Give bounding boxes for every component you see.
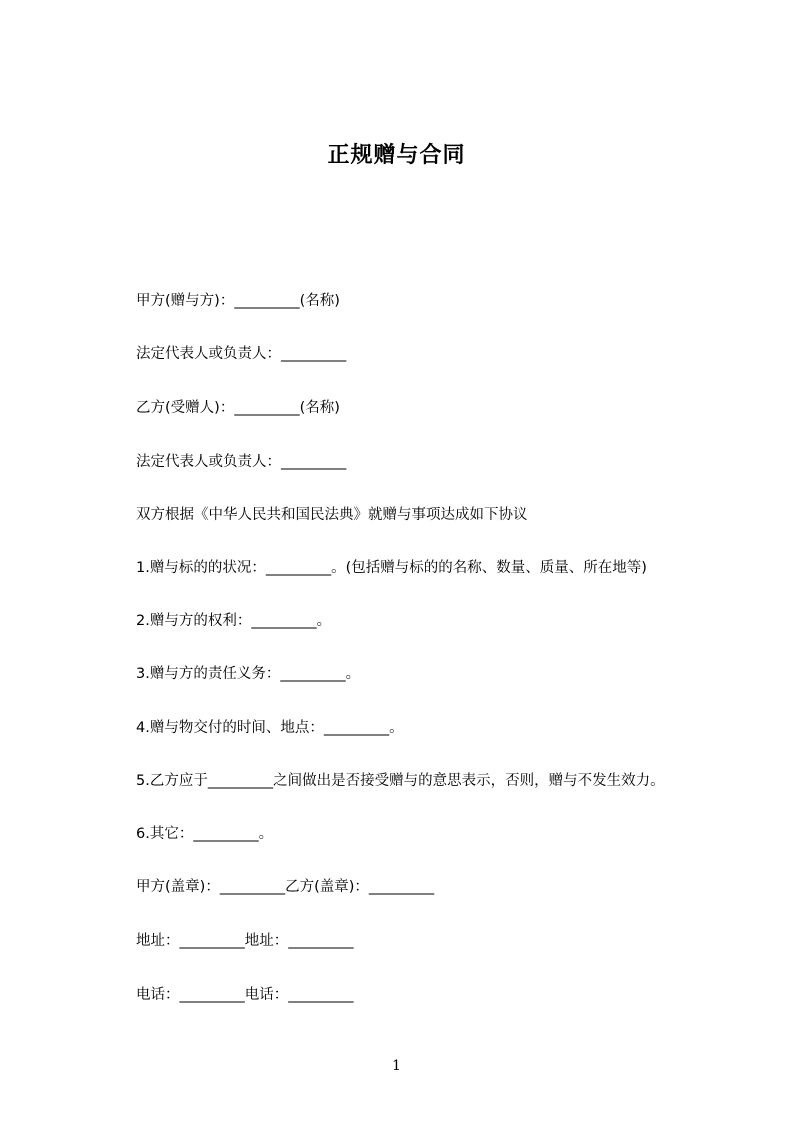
party-b-representative-line: 法定代表人或负责人：_________ (136, 454, 347, 470)
clause-2-line: 2.赠与方的权利：_________。 (136, 613, 332, 629)
agreement-intro-line: 双方根据《中华人民共和国民法典》就赠与事项达成如下协议 (136, 507, 528, 523)
clause-6-line: 6.其它：_________。 (136, 826, 274, 842)
party-a-representative-line: 法定代表人或负责人：_________ (136, 346, 347, 362)
page-number: 1 (392, 1058, 401, 1074)
signature-seal-line: 甲方(盖章)：_________乙方(盖章)：_________ (136, 879, 435, 895)
address-line: 地址：_________地址：_________ (136, 933, 354, 949)
document-title: 正规赠与合同 (327, 143, 466, 168)
party-b-line: 乙方(受赠人)：_________(名称) (136, 400, 340, 416)
party-a-line: 甲方(赠与方)：_________(名称) (136, 293, 340, 309)
clause-5-line: 5.乙方应于_________之间做出是否接受赠与的意思表示，否则，赠与不发生效力。 (136, 773, 665, 789)
clause-3-line: 3.赠与方的责任义务：_________。 (136, 666, 361, 682)
clause-1-line: 1.赠与标的的状况：_________。(包括赠与标的的名称、数量、质量、所在地等) (136, 560, 647, 576)
clause-4-line: 4.赠与物交付的时间、地点：_________。 (136, 720, 404, 736)
phone-line: 电话：_________电话：_________ (136, 987, 354, 1003)
